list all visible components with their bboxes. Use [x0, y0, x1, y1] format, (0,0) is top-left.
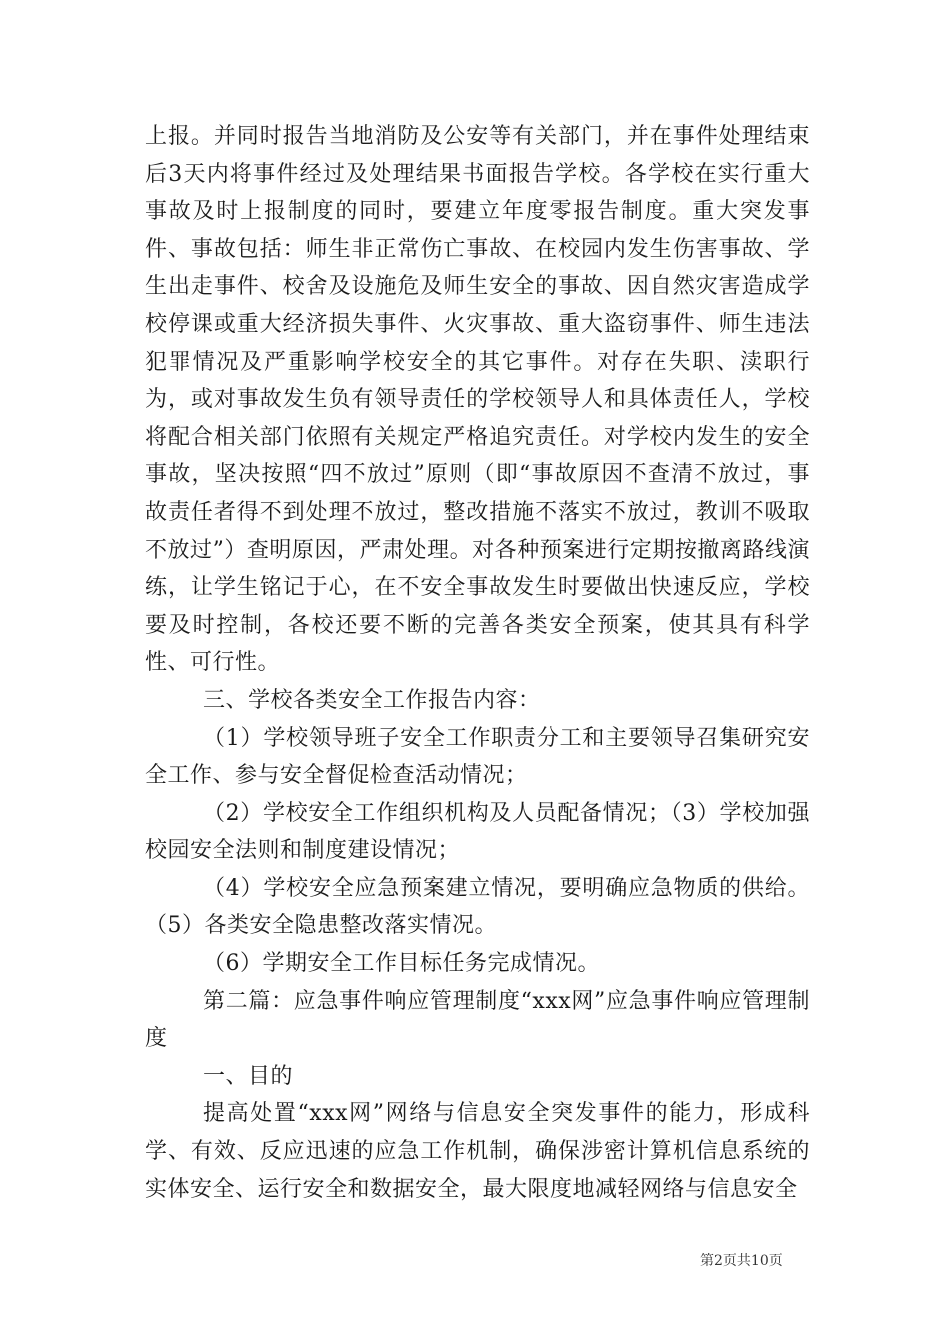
document-body: [145, 118, 810, 1208]
section-heading-report-content: 三、学校各类安全工作报告内容：: [203, 687, 541, 713]
list-item-6: （6）学期安全工作目标任务完成情况。: [203, 951, 600, 977]
list-item-2-3: （2）学校安全工作组织机构及人员配备情况；（3）学校加强校园安全法则和制度建设情况；: [145, 800, 810, 864]
list-item-1: （1）学校领导班子安全工作职责分工和主要领导召集研究安全工作、参与安全督促检查活动情况；: [145, 725, 810, 789]
page-number: 第2页共10页: [700, 1253, 783, 1269]
chapter-title-emergency-response: 第二篇：应急事件响应管理制度“xxx网”应急事件响应管理制度: [145, 988, 810, 1052]
list-item-4-5: （4）学校安全应急预案建立情况，要明确应急物质的供给。（5）各类安全隐患整改落实情况。: [145, 875, 810, 939]
section-heading-purpose: 一、目的: [203, 1063, 294, 1089]
paragraph-purpose: 提高处置“xxx网”网络与信息安全突发事件的能力，形成科学、有效、反应迅速的应急工作机制，确保涉密计算机信息系统的实体安全、运行安全和数据安全，最大限度地减轻网络与信息安全: [145, 1101, 810, 1202]
paragraph-accident-reporting: 上报。并同时报告当地消防及公安等有关部门，并在事件处理结束后3天内将事件经过及处理结果书面报告学校。各学校在实行重大事故及时上报制度的同时，要建立年度零报告制度。重大突发事件、事故包括：师生非正常伤亡事故、在校园内发生伤害事故、学生出走事件、校舍及设施危及师生安全的事故、因自然灾害造成学校停课或重大经济损失事件、火灾事故、重大盗窃事件、师生违法犯罪情况及严重影响学校安全的其它事件。对存在失职、渎职行为，或对事故发生负有领导责任的学校领导人和具体责任人，学校将配合相关部门依照有关规定严格追究责任。对学校内发生的安全事故，坚决按照“四不放过”原则（即“事故原因不查清不放过，事故责任者得不到处理不放过，整改措施不落实不放过，教训不吸取不放过”）查明原因，严肃处理。对各种预案进行定期按撤离路线演练，让学生铭记于心，在不安全事故发生时要做出快速反应，学校要及时控制，各校还要不断的完善各类安全预案，使其具有科学性、可行性。: [145, 124, 810, 676]
